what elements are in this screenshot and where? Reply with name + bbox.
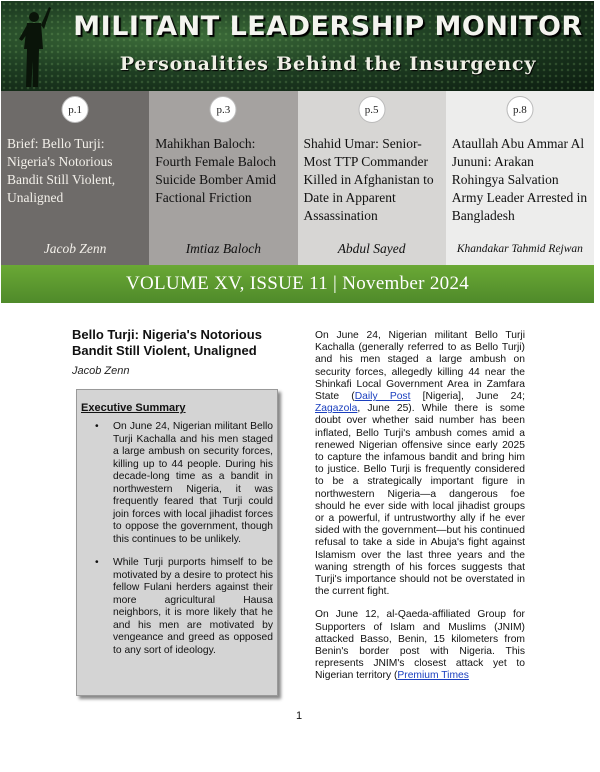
body-paragraph: On June 12, al-Qaeda-affiliated Group for Supporters of Islam and Muslims (JNIM) attacked Basso, Benin, 15 kilometers from Benin's border post with Nigeria. This represents JNIM's closest attack yet to Nigerian territory (Premium Times <box>315 609 525 682</box>
toc-item-title: Ataullah Abu Ammar Al Jununi: Arakan Rohingya Salvation Army Leader Arrested in Bangladesh <box>451 136 588 223</box>
zagazola-link[interactable]: Zagazola <box>315 403 358 415</box>
toc-item-title: Shahid Umar: Senior-Most TTP Commander Killed in Afghanistan to Date in Apparent Assassination <box>303 136 434 223</box>
militant-silhouette-icon <box>13 5 53 89</box>
toc-item-title: Brief: Bello Turji: Nigeria's Notorious Bandit Still Violent, Unaligned <box>7 136 116 205</box>
summary-bullet: • On June 24, Nigerian militant Bello Turji Kachalla and his men staged a large ambush on security forces, killing up to 44 people. During his decade-long time as a bandit in northwestern Nigeria, it was frequently feared that Turji could join forces with local jihadist forces to oppose the government, though this continues to be unlikely. <box>85 421 273 546</box>
toc-item[interactable] <box>149 91 297 265</box>
toc-item-author: Khandakar Tahmid Rejwan <box>456 243 583 255</box>
article-title: Bello Turji: Nigeria's Notorious Bandit Still Violent, Unaligned <box>72 327 262 358</box>
toc-item[interactable] <box>1 91 149 265</box>
toc-item-title: Mahikhan Baloch: Fourth Female Baloch Suicide Bomber Amid Factional Friction <box>155 136 276 205</box>
executive-summary-box <box>76 389 278 696</box>
masthead-subtitle: Personalities Behind the Insurgency <box>119 53 537 75</box>
masthead-banner <box>1 1 594 91</box>
toc-item[interactable] <box>298 91 446 265</box>
toc-item-author: Imtiaz Baloch <box>185 241 262 256</box>
issue-bar <box>1 265 594 303</box>
executive-summary-heading: Executive Summary <box>81 402 186 414</box>
page-number: 1 <box>296 710 303 722</box>
issue-label: VOLUME XV, ISSUE 11 | November 2024 <box>125 273 470 294</box>
daily-post-link[interactable]: Daily Post <box>354 391 411 403</box>
toc-page-badge: p.1 <box>62 96 89 123</box>
table-of-contents <box>1 91 594 265</box>
toc-page-badge: p.8 <box>506 96 533 123</box>
article-body <box>315 330 525 694</box>
toc-item[interactable] <box>446 91 594 265</box>
toc-page-badge: p.3 <box>210 96 237 123</box>
masthead-title: MILITANT LEADERSHIP MONITOR <box>73 11 583 42</box>
toc-item-author: Abdul Sayed <box>337 241 406 256</box>
summary-bullet: • While Turji purports himself to be motivated by a desire to protect his fellow Fulani herders against their more agricultural Hausa neighbors, it is more likely that he and his men are motivated by vengeance and greed as opposed to any sort of ideology. <box>85 557 273 657</box>
toc-page-badge: p.5 <box>358 96 385 123</box>
body-paragraph: On June 24, Nigerian militant Bello Turji Kachalla (generally referred to as Bello Turji) and his men staged a large ambush on security forces, allegedly killing 44 near the Shinkafi Local Government Area in Zamfara State (Daily Post [Nigeria], June 24; Zagazola, June 25). While there is some doubt over whether said number has been inflated, Bello Turji's ambush comes amid a renewed Nigerian offensive since early 2025 to capture the infamous bandit and bring him to justice. Bello Turji is frequently considered to be a strategically important figure in northwestern Nigeria—a dangerous foe should he ever side with local jihadist groups or a powerful, if untrustworthy ally if he ever sided with the government—but his continued refusal to take a side in Abuja's fight against Islamism over the last three years and the waning strength of his forces suggests that Turji's importance should not be overstated in the current fight. <box>315 330 525 598</box>
toc-item-author: Jacob Zenn <box>43 241 107 256</box>
summary-list <box>85 421 273 668</box>
premium-times-link[interactable]: Premium Times <box>397 670 469 682</box>
article-author: Jacob Zenn <box>72 365 130 377</box>
